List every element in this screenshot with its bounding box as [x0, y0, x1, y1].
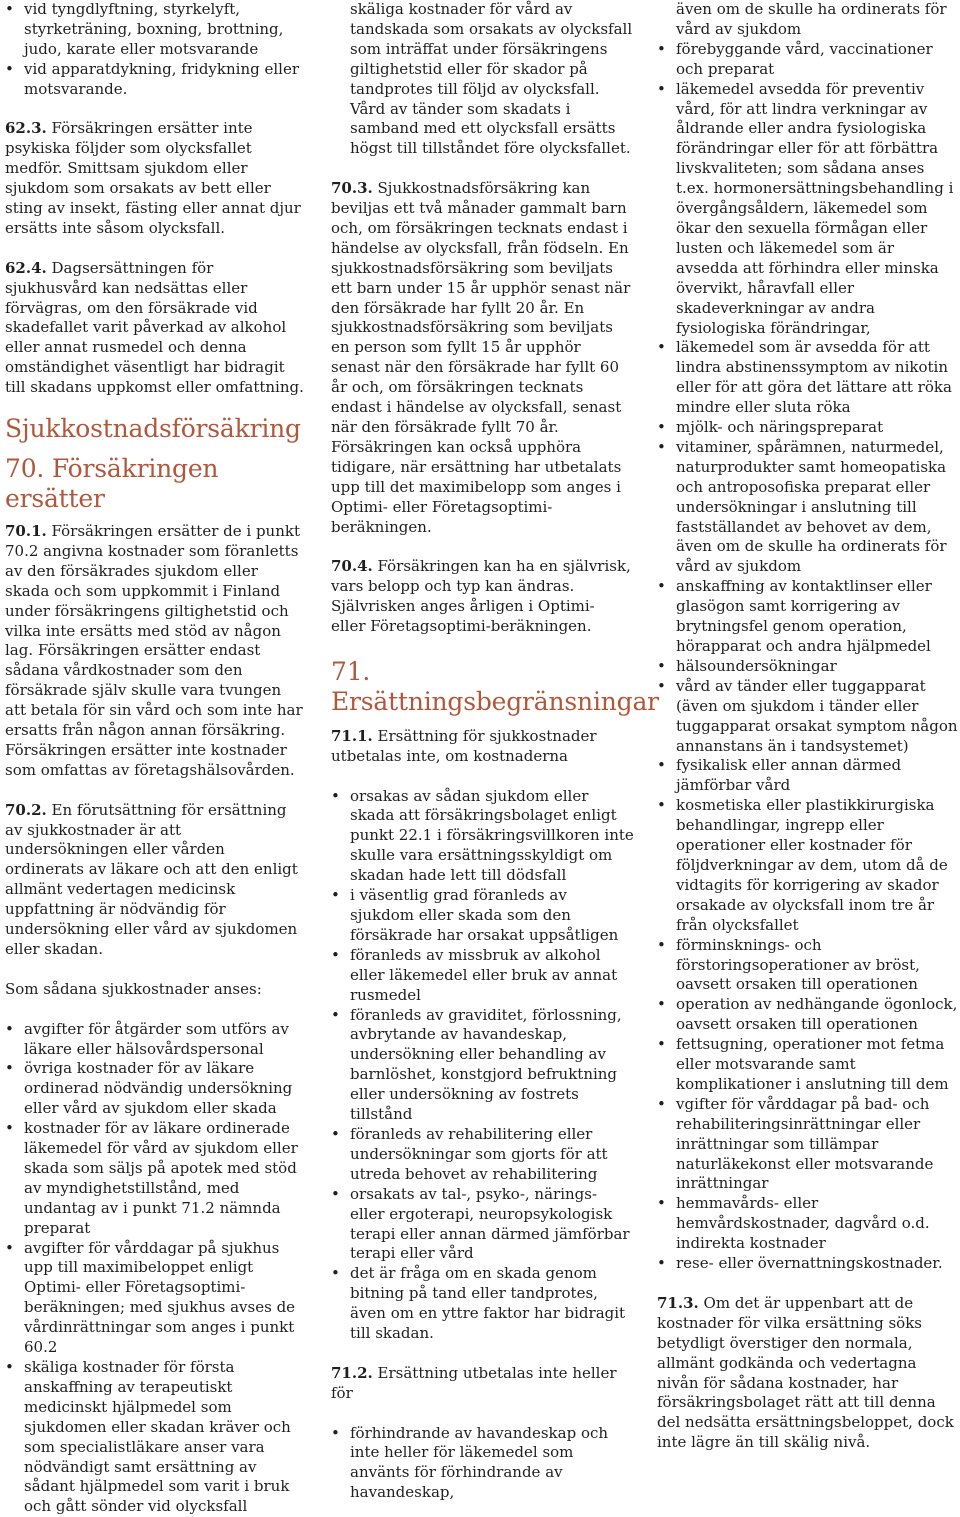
list-item: • hälsoundersökningar	[657, 657, 960, 677]
section-number: 71.1.	[331, 726, 373, 745]
paragraph-text: Försäkringen kan ha en självrisk, vars belopp och typ kan ändras. Självrisken anges årligen i Optimi- eller Företagsoptimi-beräkningen.	[331, 557, 631, 636]
list-item: • föranleds av graviditet, förlossning, avbrytande av havandeskap, undersökning eller behandling av barnlöshet, konstgjord befruktning eller undersökning av fostrets tillstånd	[331, 1006, 634, 1125]
paragraph-70-1	[5, 522, 305, 781]
list-item: • hemmavårds- eller hemvårdskostnader, dagvård o.d. indirekta kostnader	[657, 1194, 960, 1254]
section-number: 70.4.	[331, 557, 373, 576]
paragraph-text: En förutsättning för ersättning av sjukkostnader är att undersökningen eller vården ordinerats av läkare och att den enligt allmänt vedertagen medicinsk uppfattning är nödvändig för undersökning eller vård av sjukdomen eller skadan.	[5, 800, 298, 958]
cont-bullet-list	[331, 0, 634, 159]
paragraph-62-4	[5, 259, 305, 398]
column-1	[5, 0, 305, 1517]
heading-71: 71. Ersättningsbegränsningar	[331, 656, 659, 716]
list-item: • läkemedel som är avsedda för att lindra abstinenssymptom av nikotin eller för att göra det lättare att röka mindre eller sluta röka	[657, 338, 960, 418]
list-item: • förebyggande vård, vaccinationer och preparat	[657, 40, 960, 80]
paragraph-text: Ersättning för sjukkostnader utbetalas inte, om kostnaderna	[331, 726, 597, 765]
list-item: • rese- eller övernattningskostnader.	[657, 1254, 960, 1274]
bullet-list	[5, 1020, 305, 1517]
paragraph-text: Försäkringen ersätter de i punkt 70.2 angivna kostnader som föranletts av den försäkrades sjukdom eller skada och som uppkommit i Finland under försäkringens giltighetstid och vilka inte ersätts med stöd av någon lag. Försäkringen ersätter endast sådana vårdkostnader som den försäkrade själv skulle vara tvungen att betala för sin vård och som inte har ersatts från någon annan försäkring. Försäkringen ersätter inte kostnader som omfattas av företagshälsovården.	[5, 521, 303, 779]
section-number: 70.2.	[5, 800, 47, 819]
list-item: • vitaminer, spårämnen, naturmedel, naturprodukter samt homeopatiska och antroposofiska preparat eller undersökningar i anslutning till fastställandet av behovet av dem, även om de skulle ha ordinerats för vård av sjukdom	[657, 438, 960, 577]
paragraph-70-3	[331, 179, 634, 537]
paragraph-anses: Som sådana sjukkostnader anses:	[5, 979, 262, 998]
list-item: • vgifter för vårddagar på bad- och rehabiliteringsinrättningar eller inrättningar som tillämpar naturläkekonst eller motsvarande inrättningar	[657, 1095, 960, 1195]
list-item: • läkemedel avsedda för preventiv vård, för att lindra verkningar av åldrande eller andra fysiologiska förändringar eller för att förbättra livskvaliteten; som sådana anses t.ex. hormonersättningsbehandling i övergångsåldern, läkemedel som ökar den sexuella förmågan eller lusten och läkemedel som är avsedda att förhindra eller minska övervikt, håravfall eller skadeverkningar av andra fysiologiska förändringar,	[657, 80, 960, 339]
section-number: 71.2.	[331, 1363, 373, 1382]
list-item: • skäliga kostnader för första anskaffning av terapeutiskt medicinskt hjälpmedel som sjukdomen eller skadan kräver och som specialistläkare anser vara nödvändigt samt ersättning av sådant hjälpmedel som varit i bruk och gått sönder vid olycksfall	[5, 1358, 305, 1517]
list-item: • operation av nedhängande ögonlock, oavsett orsaken till operationen	[657, 995, 960, 1035]
list-item: • förminsknings- och förstoringsoperationer av bröst, oavsett orsaken till operationen	[657, 936, 960, 996]
list-item: • anskaffning av kontaktlinser eller glasögon samt korrigering av brytningsfel genom operation, hörapparat och andra hjälpmedel	[657, 577, 960, 657]
list-item: • det är fråga om en skada genom bitning på tand eller tandprotes, även om en yttre faktor har bidragit till skadan.	[331, 1264, 634, 1344]
heading-sjukkostnadsforsakring: Sjukkostnadsförsäkring	[5, 413, 301, 443]
section-number: 70.1.	[5, 521, 47, 540]
section-number: 70.3.	[331, 179, 373, 198]
paragraph-71-2	[331, 1364, 634, 1404]
column-2	[331, 0, 659, 1503]
list-item: • föranleds av rehabilitering eller undersökningar som gjorts för att utreda behovet av rehabilitering	[331, 1125, 634, 1185]
list-item: • mjölk- och näringspreparat	[657, 418, 960, 438]
section-number: 71.3.	[657, 1293, 699, 1312]
paragraph-71-3	[657, 1294, 960, 1453]
paragraph-62-3	[5, 119, 305, 238]
list-item: • vård av tänder eller tuggapparat (även om sjukdom i tänder eller tuggapparat orsakat symptom någon annanstans än i tandsystemet)	[657, 677, 960, 757]
section-number: 62.3.	[5, 119, 47, 138]
list-item: • kostnader för av läkare ordinerade läkemedel för vård av sjukdom eller skada som säljs på apotek med stöd av myndighetstillstånd, med undantag av i punkt 71.2 nämnda preparat	[5, 1119, 305, 1238]
list-item: • orsakats av tal-, psyko-, närings- eller ergoterapi, neuropsykologisk terapi eller annan därmed jämförbar terapi eller vård	[331, 1185, 634, 1265]
list-item: • förhindrande av havandeskap och inte heller för läkemedel som använts för förhindrande av havandeskap,	[331, 1424, 634, 1504]
list-item: • fettsugning, operationer mot fetma eller motsvarande samt komplikationer i anslutning till dem	[657, 1035, 960, 1095]
list-item: • vid tyngdlyftning, styrkelyft, styrketräning, boxning, brottning, judo, karate eller motsvarande	[5, 0, 305, 60]
list-item: • kosmetiska eller plastikkirurgiska behandlingar, ingrepp eller operationer eller kostnader för följdverkningar av dem, utom då de vidtagits för korrigering av skador orsakade av olycksfall inom tre år från olycksfallet	[657, 796, 960, 935]
list-item: • fysikalisk eller annan därmed jämförbar vård	[657, 756, 960, 796]
paragraph-text: Dagsersättningen för sjukhusvård kan nedsättas eller förvägras, om den försäkrade vid skadefallet varit påverkad av alkohol eller annat rusmedel och denna omständighet väsentligt har bidragit till skadans uppkomst eller omfattning.	[5, 258, 304, 397]
paragraph-text: Försäkringen ersätter inte psykiska följder som olycksfallet medför. Smittsam sjukdom eller sjukdom som orsakats av bett eller sting av insekt, fästing eller annat djur ersätts inte såsom olycksfall.	[5, 119, 301, 237]
list-item: • orsakas av sådan sjukdom eller skada att försäkringsbolaget enligt punkt 22.1 i försäkringsvillkoren inte skulle vara ersättningsskyldigt om skadan hade lett till dödsfall	[331, 787, 634, 887]
continued-text: även om de skulle ha ordinerats för vård av sjukdom	[676, 0, 947, 38]
bullet-list-2	[331, 1424, 634, 1504]
intro-bullet-list	[5, 0, 305, 100]
paragraph-70-4	[331, 557, 634, 637]
column-3	[657, 0, 960, 1473]
list-item: skäliga kostnader för vård av tandskada som orsakats av olycksfall som inträffat under försäkringens giltighetstid eller för skador på tandprotes till följd av olycksfall. Vård av tänder som skadats i samband med ett olycksfall ersätts högst till tillståndet före olycksfallet.	[350, 0, 633, 158]
list-item: • avgifter för åtgärder som utförs av läkare eller hälsovårdspersonal	[5, 1020, 305, 1060]
paragraph-70-2	[5, 801, 305, 960]
bullet-list	[657, 40, 960, 1274]
paragraph-text: Ersättning utbetalas inte heller för	[331, 1363, 617, 1402]
paragraph-text: Sjukkostnadsförsäkring kan beviljas ett två månader gammalt barn och, om försäkringen tecknats endast i händelse av olycksfall, från födseln. En sjukkostnadsförsäkring som beviljats ett barn under 15 år upphör senast när den försäkrade har fyllt 20 år. En sjukkostnadsförsäkring som beviljats en person som fyllt 15 år upphör senast när den försäkrade har fyllt 60 år och, om försäkringen tecknats endast i händelse av olycksfall, senast när den försäkrade fyllt 70 år. Försäkringen kan också upphöra tidigare, när ersättning har utbetalats upp till det maximibelopp som anges i Optimi- eller Företagsoptimi-beräkningen.	[331, 179, 631, 536]
list-item: • föranleds av missbruk av alkohol eller läkemedel eller bruk av annat rusmedel	[331, 946, 634, 1006]
section-number: 62.4.	[5, 258, 47, 277]
paragraph-71-1	[331, 727, 634, 767]
list-item: • vid apparatdykning, fridykning eller motsvarande.	[5, 60, 305, 100]
heading-70: 70. Försäkringen ersätter	[5, 453, 219, 513]
list-item: • i väsentlig grad föranleds av sjukdom eller skada som den försäkrade har orsakat uppsåtligen	[331, 886, 634, 946]
paragraph-text: Om det är uppenbart att de kostnader för vilka ersättning söks betydligt överstiger den normala, allmänt godkända och vedertagna nivån för sådana kostnader, har försäkringsbolaget rätt att till denna del nedsätta ersättningsbeloppet, dock inte lägre än till skälig nivå.	[657, 1293, 954, 1452]
bullet-list	[331, 787, 634, 1344]
list-item: • övriga kostnader för av läkare ordinerad nödvändig undersökning eller vård av sjukdom eller skada	[5, 1059, 305, 1119]
list-item: • avgifter för vårddagar på sjukhus upp till maximibeloppet enligt Optimi- eller Företagsoptimi-beräkningen; med sjukhus avses de vårdinrättningar som anges i punkt 60.2	[5, 1239, 305, 1358]
